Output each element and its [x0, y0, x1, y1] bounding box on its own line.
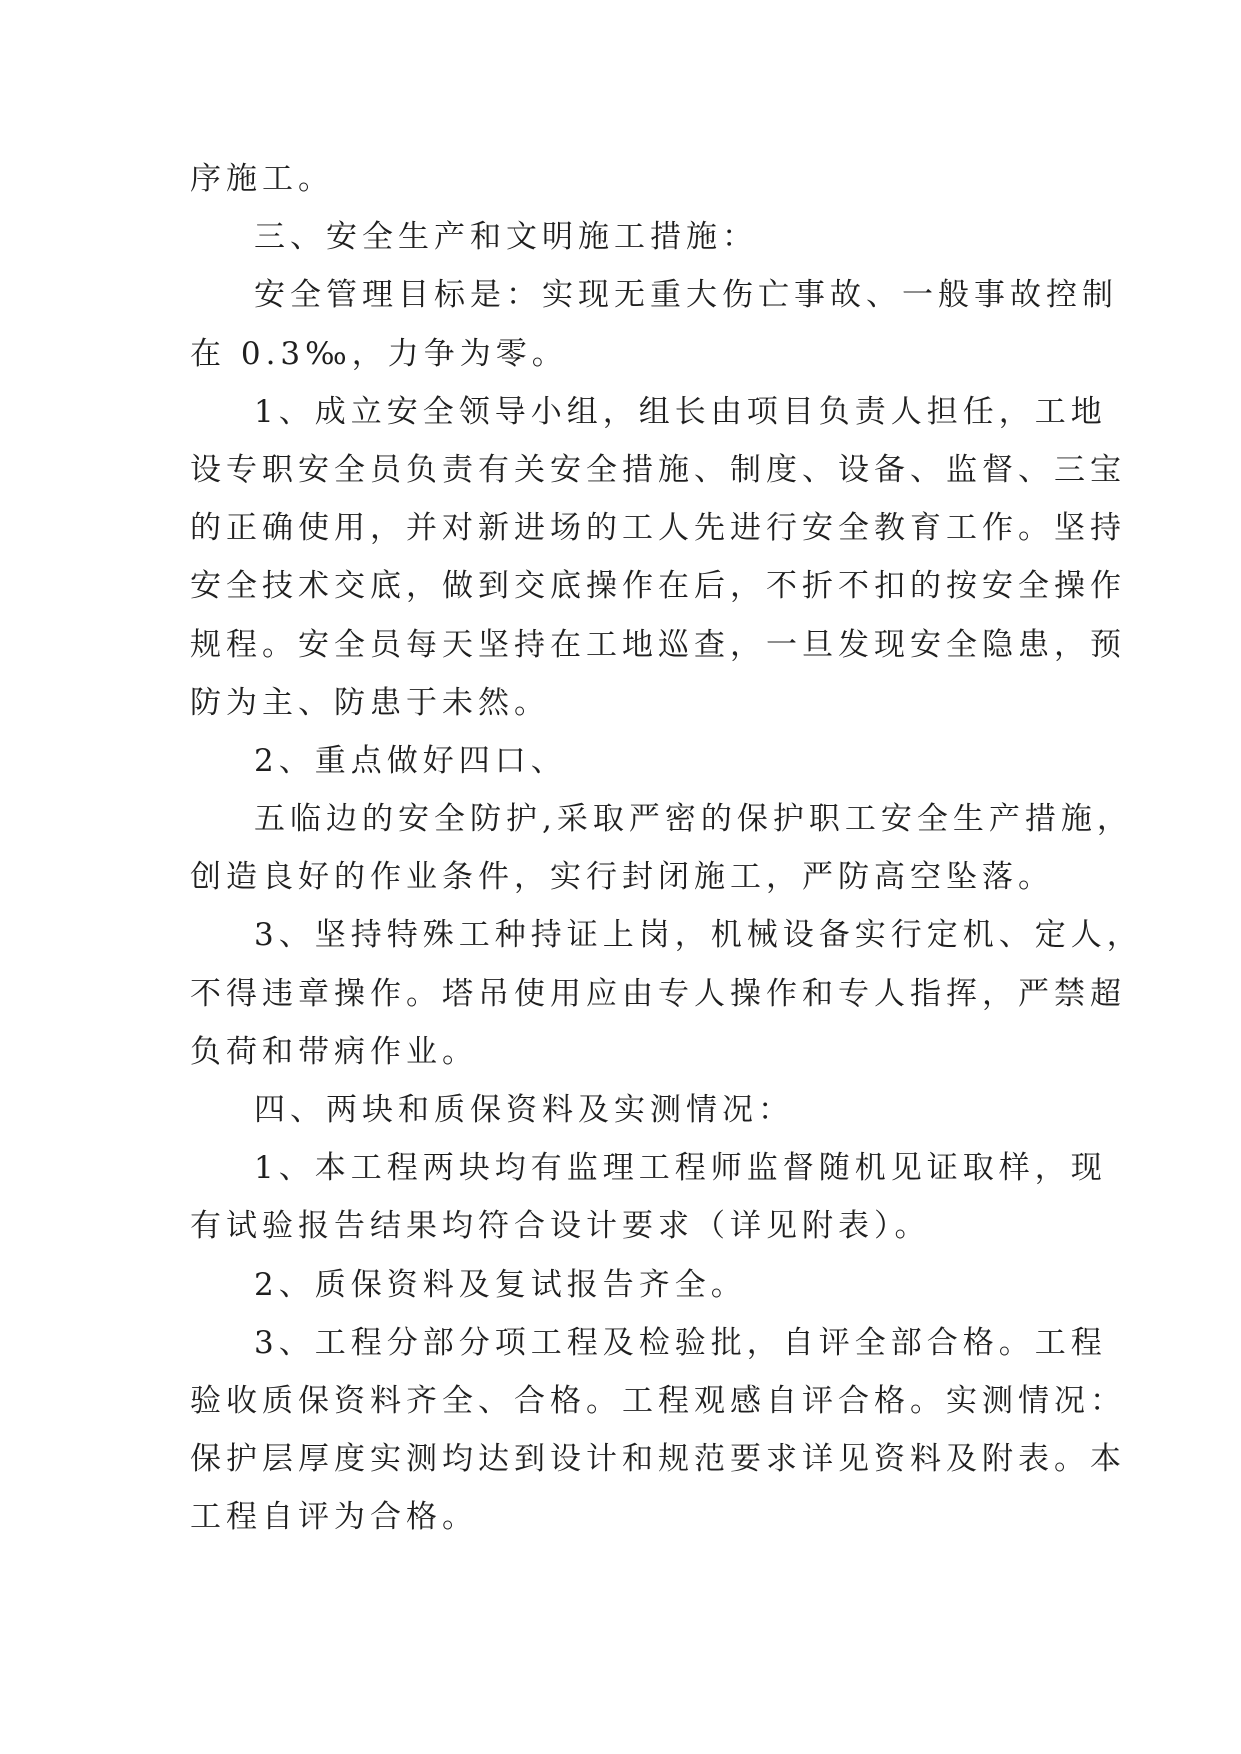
document-body: [190, 150, 1143, 1547]
text-line: 保护层厚度实测均达到设计和规范要求详见资料及附表。本: [190, 1441, 1126, 1478]
section-heading: 四、两块和质保资料及实测情况：: [254, 1092, 794, 1128]
text-line: 1、本工程两块均有监理工程师监督随机见证取样，现: [254, 1150, 1107, 1187]
text-line: 规程。安全员每天坚持在工地巡查，一旦发现安全隐患，预: [190, 626, 1126, 663]
text-line: 安全管理目标是：实现无重大伤亡事故、一般事故控制: [254, 277, 1118, 314]
text-line: 序施工。: [190, 161, 334, 197]
text-line: 防为主、防患于未然。: [190, 684, 550, 721]
text-line: 的正确使用，并对新进场的工人先进行安全教育工作。坚持: [190, 510, 1126, 547]
text-line: 1、成立安全领导小组，组长由项目负责人担任，工地: [254, 393, 1107, 430]
text-line: 工程自评为合格。: [190, 1499, 478, 1536]
text-line: 3、坚持特殊工种持证上岗，机械设备实行定机、定人，: [254, 917, 1143, 954]
text-line: 不得违章操作。塔吊使用应由专人操作和专人指挥，严禁超: [190, 975, 1126, 1012]
text-line: 在 0.3‰，力争为零。: [190, 335, 568, 372]
text-line: 验收质保资料齐全、合格。工程观感自评合格。实测情况：: [190, 1382, 1126, 1419]
text-line: 五临边的安全防护,采取严密的保护职工安全生产措施，: [254, 801, 1133, 838]
text-line: 2、质保资料及复试报告齐全。: [254, 1266, 747, 1303]
text-line: 设专职安全员负责有关安全措施、制度、设备、监督、三宝: [190, 451, 1126, 488]
text-line: 有试验报告结果均符合设计要求（详见附表）。: [190, 1208, 931, 1245]
section-heading: 三、安全生产和文明施工措施：: [254, 219, 758, 256]
text-line: 3、工程分部分项工程及检验批，自评全部合格。工程: [254, 1324, 1107, 1361]
text-line: 创造良好的作业条件，实行封闭施工，严防高空坠落。: [190, 859, 1054, 896]
text-line: 安全技术交底，做到交底操作在后，不折不扣的按安全操作: [190, 568, 1126, 605]
text-line: 负荷和带病作业。: [190, 1033, 478, 1070]
text-line: 2、重点做好四口、: [254, 742, 567, 779]
